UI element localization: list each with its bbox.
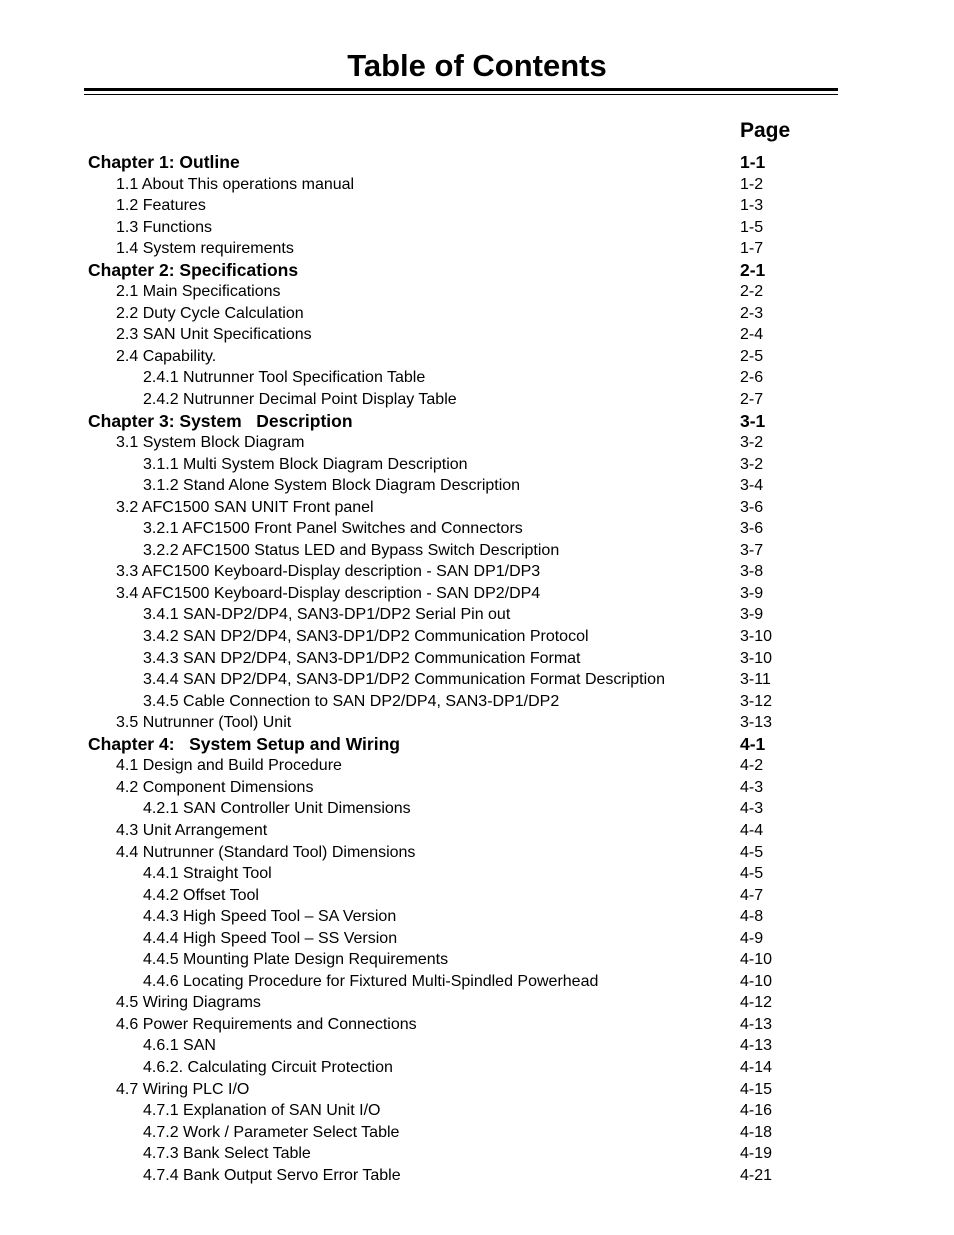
toc-entry-title: 2.1 Main Specifications bbox=[116, 283, 281, 301]
toc-entry-page: 4-3 bbox=[740, 778, 764, 796]
toc-entry-title: 4.5 Wiring Diagrams bbox=[116, 994, 261, 1012]
toc-entry-page: 3-12 bbox=[740, 692, 773, 710]
toc-entry-title: 4.4.2 Offset Tool bbox=[143, 886, 259, 904]
toc-entry-title: Chapter 2: Specifications bbox=[88, 259, 299, 280]
toc-entry-page: 1-3 bbox=[740, 197, 764, 215]
toc-entry-page: 4-13 bbox=[740, 1015, 773, 1033]
toc-section-row bbox=[0, 992, 954, 1014]
toc-entry-title: 4.7.3 Bank Select Table bbox=[143, 1145, 311, 1163]
toc-entry-page: 2-1 bbox=[740, 259, 766, 280]
toc-entry-title: 1.3 Functions bbox=[116, 218, 213, 236]
toc-section-row bbox=[0, 174, 954, 196]
toc-entry-page: 3-7 bbox=[740, 541, 764, 559]
toc-entry-title: 3.4.1 SAN-DP2/DP4, SAN3-DP1/DP2 Serial Pin out bbox=[143, 606, 511, 624]
toc-entry-page: 4-2 bbox=[740, 757, 764, 775]
page-column-heading: Page bbox=[740, 119, 791, 142]
toc-entry-title: 4.4.6 Locating Procedure for Fixtured Multi-Spindled Powerhead bbox=[143, 972, 599, 990]
toc-entry-title: 4.4.4 High Speed Tool – SS Version bbox=[143, 929, 398, 947]
toc-subsection-row bbox=[0, 928, 954, 950]
toc-entry-title: 1.4 System requirements bbox=[116, 240, 294, 258]
toc-entry-page: 2-3 bbox=[740, 304, 764, 322]
toc-entry-page: 1-5 bbox=[740, 218, 764, 236]
toc-subsection-row bbox=[0, 885, 954, 907]
toc-entry-page: 1-7 bbox=[740, 240, 764, 258]
toc-chapter-row bbox=[0, 152, 954, 174]
toc-entry-title: 2.4.1 Nutrunner Tool Specification Table bbox=[143, 369, 426, 387]
toc-entry-title: 3.2.2 AFC1500 Status LED and Bypass Switch Description bbox=[143, 541, 560, 559]
toc-entry-title: 3.1.1 Multi System Block Diagram Description bbox=[143, 455, 468, 473]
toc-entry-page: 4-14 bbox=[740, 1058, 773, 1076]
toc-subsection-row bbox=[0, 669, 954, 691]
toc-section-row bbox=[0, 842, 954, 864]
toc-entry-title: 2.4.2 Nutrunner Decimal Point Display Table bbox=[143, 391, 457, 409]
toc-entry-title: 3.2.1 AFC1500 Front Panel Switches and Connectors bbox=[143, 520, 523, 538]
toc-entry-page: 2-6 bbox=[740, 369, 764, 387]
toc-entry-title: 3.4 AFC1500 Keyboard-Display description - SAN DP2/DP4 bbox=[116, 584, 541, 602]
toc-subsection-row bbox=[0, 540, 954, 562]
toc-subsection-row bbox=[0, 626, 954, 648]
toc-entry-title: 3.4.2 SAN DP2/DP4, SAN3-DP1/DP2 Communication Protocol bbox=[143, 628, 589, 646]
toc-entry-title: 3.4.3 SAN DP2/DP4, SAN3-DP1/DP2 Communication Format bbox=[143, 649, 581, 667]
toc-section-row bbox=[0, 303, 954, 325]
toc-entry-page: 4-8 bbox=[740, 908, 764, 926]
toc-section-row bbox=[0, 1014, 954, 1036]
toc-section-row bbox=[0, 820, 954, 842]
toc-subsection-row bbox=[0, 454, 954, 476]
toc-entry-title: 3.1.2 Stand Alone System Block Diagram Description bbox=[143, 477, 521, 495]
toc-section-row bbox=[0, 561, 954, 583]
toc-entry-title: 4.6.1 SAN bbox=[143, 1037, 216, 1055]
toc-section-row bbox=[0, 217, 954, 239]
toc-entry-title: 3.4.4 SAN DP2/DP4, SAN3-DP1/DP2 Communication Format Description bbox=[143, 671, 665, 689]
toc-subsection-row bbox=[0, 648, 954, 670]
toc-entry-title: 2.4 Capability. bbox=[116, 347, 217, 365]
toc-section-row bbox=[0, 432, 954, 454]
toc-entry-page: 1-2 bbox=[740, 175, 764, 193]
toc-entry-title: 4.7.1 Explanation of SAN Unit I/O bbox=[143, 1102, 381, 1120]
toc-subsection-row bbox=[0, 1100, 954, 1122]
toc-subsection-row bbox=[0, 1122, 954, 1144]
toc-subsection-row bbox=[0, 1143, 954, 1165]
toc-entry-page: 2-7 bbox=[740, 391, 764, 409]
toc-entry-title: Chapter 4: System Setup and Wiring bbox=[88, 733, 400, 754]
toc-entry-title: 2.2 Duty Cycle Calculation bbox=[116, 304, 304, 322]
toc-section-row bbox=[0, 195, 954, 217]
toc-entry-title: 3.4.5 Cable Connection to SAN DP2/DP4, SAN3-DP1/DP2 bbox=[143, 692, 560, 710]
toc-entry-page: 4-10 bbox=[740, 951, 773, 969]
toc-entry-title: 4.4.1 Straight Tool bbox=[143, 865, 272, 883]
toc-entry-page: 4-15 bbox=[740, 1080, 773, 1098]
toc-section-row bbox=[0, 281, 954, 303]
toc-entry-page: 3-9 bbox=[740, 606, 764, 624]
toc-entry-title: 2.3 SAN Unit Specifications bbox=[116, 326, 312, 344]
toc-section-row bbox=[0, 346, 954, 368]
toc-chapter-row bbox=[0, 734, 954, 756]
toc-section-row bbox=[0, 583, 954, 605]
toc-entry-page: 4-4 bbox=[740, 821, 764, 839]
toc-entry-title: 4.1 Design and Build Procedure bbox=[116, 757, 342, 775]
toc-subsection-row bbox=[0, 1057, 954, 1079]
toc-entry-title: Chapter 1: Outline bbox=[88, 152, 240, 172]
toc-entry-title: 4.3 Unit Arrangement bbox=[116, 821, 268, 839]
toc-section-row bbox=[0, 497, 954, 519]
toc-entry-page: 3-10 bbox=[740, 628, 773, 646]
toc-entry-page: 3-13 bbox=[740, 714, 773, 732]
toc-entry-title: 4.6 Power Requirements and Connections bbox=[116, 1015, 417, 1033]
toc-entry-page: 4-7 bbox=[740, 886, 764, 904]
toc-subsection-row bbox=[0, 691, 954, 713]
title-rule-thin bbox=[84, 94, 838, 95]
toc-entry-title: Chapter 3: System Description bbox=[88, 410, 353, 431]
toc-entry-page: 4-3 bbox=[740, 800, 764, 818]
toc-entry-page: 3-6 bbox=[740, 498, 764, 516]
toc-entry-page: 4-18 bbox=[740, 1123, 773, 1141]
toc-entry-title: 4.7.4 Bank Output Servo Error Table bbox=[143, 1166, 401, 1184]
toc-entry-page: 2-2 bbox=[740, 283, 764, 301]
toc-subsection-row bbox=[0, 604, 954, 626]
toc-entry-title: 4.7 Wiring PLC I/O bbox=[116, 1080, 250, 1098]
toc-section-row bbox=[0, 777, 954, 799]
toc-entry-page: 4-21 bbox=[740, 1166, 773, 1184]
toc-entry-title: 4.4.5 Mounting Plate Design Requirements bbox=[143, 951, 449, 969]
toc-entry-title: 4.6.2. Calculating Circuit Protection bbox=[143, 1058, 393, 1076]
toc-list bbox=[0, 152, 954, 1186]
toc-chapter-row bbox=[0, 411, 954, 433]
toc-entry-page: 3-9 bbox=[740, 584, 764, 602]
toc-entry-page: 4-12 bbox=[740, 994, 773, 1012]
toc-entry-page: 4-19 bbox=[740, 1145, 773, 1163]
toc-section-row bbox=[0, 324, 954, 346]
toc-subsection-row bbox=[0, 863, 954, 885]
toc-entry-page: 4-16 bbox=[740, 1102, 773, 1120]
toc-subsection-row bbox=[0, 389, 954, 411]
toc-entry-page: 4-1 bbox=[740, 733, 766, 754]
toc-chapter-row bbox=[0, 260, 954, 282]
toc-entry-page: 2-4 bbox=[740, 326, 764, 344]
toc-subsection-row bbox=[0, 949, 954, 971]
toc-subsection-row bbox=[0, 367, 954, 389]
toc-entry-page: 4-5 bbox=[740, 865, 764, 883]
toc-entry-page: 4-9 bbox=[740, 929, 764, 947]
toc-entry-title: 4.2 Component Dimensions bbox=[116, 778, 314, 796]
toc-entry-title: 4.4.3 High Speed Tool – SA Version bbox=[143, 908, 397, 926]
toc-entry-title: 4.2.1 SAN Controller Unit Dimensions bbox=[143, 800, 411, 818]
toc-subsection-row bbox=[0, 1035, 954, 1057]
toc-subsection-row bbox=[0, 518, 954, 540]
page-title: Table of Contents bbox=[347, 48, 607, 83]
toc-subsection-row bbox=[0, 971, 954, 993]
toc-entry-page: 3-8 bbox=[740, 563, 764, 581]
toc-entry-page: 3-10 bbox=[740, 649, 773, 667]
toc-section-row bbox=[0, 238, 954, 260]
toc-entry-page: 4-10 bbox=[740, 972, 773, 990]
toc-entry-page: 4-5 bbox=[740, 843, 764, 861]
toc-subsection-row bbox=[0, 798, 954, 820]
toc-subsection-row bbox=[0, 1165, 954, 1187]
toc-section-row bbox=[0, 712, 954, 734]
toc-entry-title: 3.1 System Block Diagram bbox=[116, 434, 305, 452]
toc-entry-page: 3-1 bbox=[740, 410, 766, 431]
toc-entry-title: 3.5 Nutrunner (Tool) Unit bbox=[116, 714, 292, 732]
toc-entry-title: 3.2 AFC1500 SAN UNIT Front panel bbox=[116, 498, 374, 516]
toc-entry-page: 3-6 bbox=[740, 520, 764, 538]
toc-entry-title: 1.2 Features bbox=[116, 197, 206, 215]
toc-section-row bbox=[0, 1079, 954, 1101]
toc-subsection-row bbox=[0, 906, 954, 928]
toc-entry-title: 4.4 Nutrunner (Standard Tool) Dimensions bbox=[116, 843, 416, 861]
toc-section-row bbox=[0, 755, 954, 777]
title-rule-thick bbox=[84, 88, 838, 91]
toc-subsection-row bbox=[0, 475, 954, 497]
toc-entry-page: 2-5 bbox=[740, 347, 764, 365]
toc-entry-page: 4-13 bbox=[740, 1037, 773, 1055]
toc-entry-title: 1.1 About This operations manual bbox=[116, 175, 355, 193]
toc-entry-page: 1-1 bbox=[740, 152, 766, 172]
toc-entry-page: 3-4 bbox=[740, 477, 764, 495]
toc-entry-page: 3-2 bbox=[740, 434, 764, 452]
toc-entry-page: 3-11 bbox=[740, 671, 771, 689]
toc-entry-title: 3.3 AFC1500 Keyboard-Display description - SAN DP1/DP3 bbox=[116, 563, 541, 581]
toc-entry-page: 3-2 bbox=[740, 455, 764, 473]
toc-entry-title: 4.7.2 Work / Parameter Select Table bbox=[143, 1123, 400, 1141]
